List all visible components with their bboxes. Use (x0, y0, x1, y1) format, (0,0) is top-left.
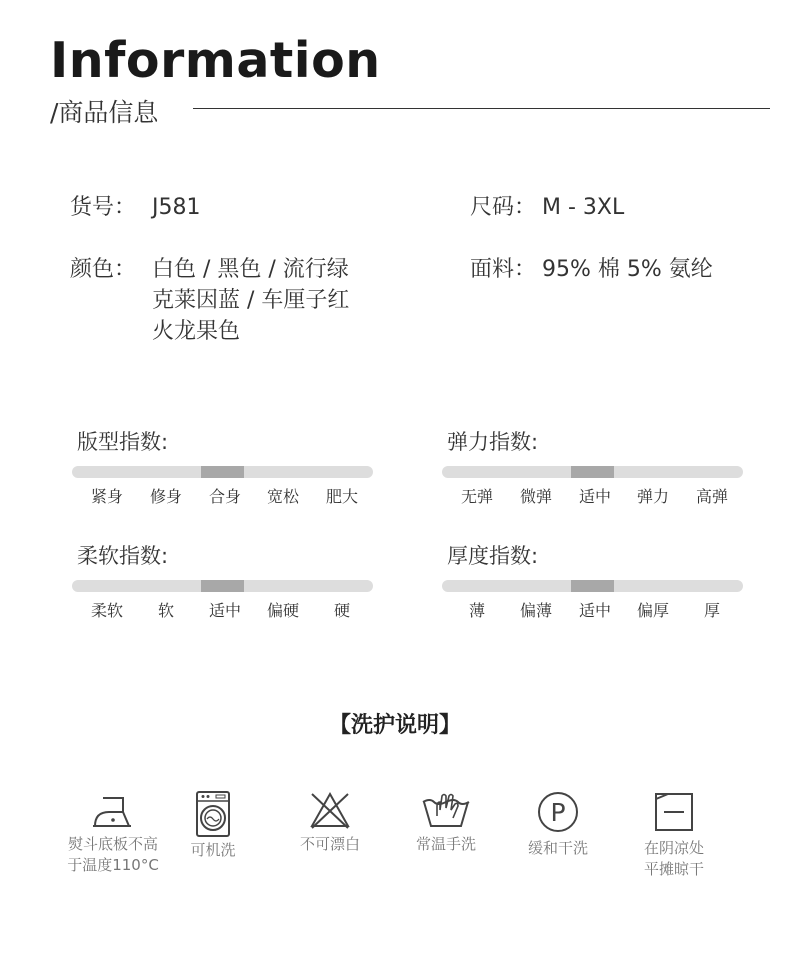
spec-fabric-label: 面料： (470, 257, 537, 282)
care-label-line: 常温手洗 (415, 835, 476, 853)
index-scale-bar (72, 580, 373, 592)
fit-index (72, 426, 373, 506)
elasticity-index (442, 426, 743, 506)
index-option: 紧身 (90, 487, 123, 506)
hand-wash-icon (420, 790, 472, 830)
iron-icon (91, 790, 135, 830)
header-divider (193, 108, 770, 109)
index-selected-marker (201, 580, 244, 592)
care-label-line: 缓和干洗 (527, 839, 588, 857)
dry-clean-p-icon (536, 790, 580, 834)
index-option: 偏薄 (519, 601, 552, 620)
index-option: 适中 (578, 487, 611, 506)
index-option: 弹力 (636, 487, 669, 506)
index-option: 肥大 (325, 487, 358, 506)
spec-item-no-label: 货号： (70, 195, 137, 220)
index-selected-marker (571, 466, 614, 478)
index-title: 弹力指数: (447, 430, 539, 454)
care-label-line: 熨斗底板不高 (67, 835, 158, 853)
index-option: 柔软 (90, 601, 123, 620)
index-option: 高弹 (695, 487, 728, 506)
care-label-line: 于温度110°C (67, 856, 159, 874)
index-option: 厚 (703, 601, 720, 620)
index-option: 薄 (468, 601, 485, 620)
care-label-line: 可机洗 (190, 841, 236, 859)
care-item-machine-wash (182, 790, 244, 861)
spec-color-line: 白色 / 黑色 / 流行绿 (152, 257, 349, 282)
index-option: 修身 (149, 487, 182, 506)
spec-color-label: 颜色： (70, 257, 137, 282)
index-option: 微弹 (519, 487, 552, 506)
spec-item-no (70, 192, 201, 223)
care-item-dry-clean (520, 790, 596, 859)
care-item-hand-wash (408, 790, 484, 855)
page-title: Information (50, 32, 381, 89)
index-selected-marker (571, 580, 614, 592)
spec-color-line: 火龙果色 (152, 319, 241, 344)
index-title: 版型指数: (77, 430, 169, 454)
spec-color-values (152, 254, 349, 347)
care-label-line: 不可漂白 (299, 835, 360, 853)
index-option: 合身 (208, 487, 241, 506)
spec-size-value: M - 3XL (542, 195, 625, 220)
spec-color-line: 克莱因蓝 / 车厘子红 (152, 288, 350, 313)
care-item-no-bleach (292, 790, 368, 855)
do-not-bleach-icon (308, 790, 352, 830)
index-scale-bar (442, 466, 743, 478)
thickness-index (442, 540, 743, 620)
spec-item-no-value: J581 (152, 195, 201, 220)
index-title: 柔软指数: (77, 544, 169, 568)
index-option: 宽松 (266, 487, 299, 506)
index-scale-bar (442, 580, 743, 592)
index-option: 适中 (208, 601, 241, 620)
care-section-title: 【洗护说明】 (328, 713, 461, 738)
index-option: 无弹 (460, 487, 493, 506)
index-option: 软 (157, 601, 174, 620)
spec-size (470, 192, 625, 223)
page-subtitle: /商品信息 (50, 98, 159, 127)
spec-fabric (470, 254, 713, 285)
softness-index (72, 540, 373, 620)
index-option: 适中 (578, 601, 611, 620)
care-label-line: 在阴凉处 (643, 839, 704, 857)
index-title: 厚度指数: (447, 544, 539, 568)
index-selected-marker (201, 466, 244, 478)
spec-size-label: 尺码： (470, 195, 537, 220)
index-option: 硬 (333, 601, 350, 620)
care-item-dry-flat (634, 790, 714, 880)
spec-fabric-value: 95% 棉 5% 氨纶 (542, 257, 713, 282)
svg-text:P: P (550, 798, 566, 827)
index-option: 偏厚 (636, 601, 669, 620)
care-item-iron (60, 790, 166, 876)
index-option: 偏硬 (266, 601, 299, 620)
spec-color (70, 254, 350, 344)
dry-flat-shade-icon (652, 790, 696, 834)
index-scale-bar (72, 466, 373, 478)
care-label-line: 平摊晾干 (643, 860, 704, 878)
washing-machine-icon (194, 790, 232, 838)
